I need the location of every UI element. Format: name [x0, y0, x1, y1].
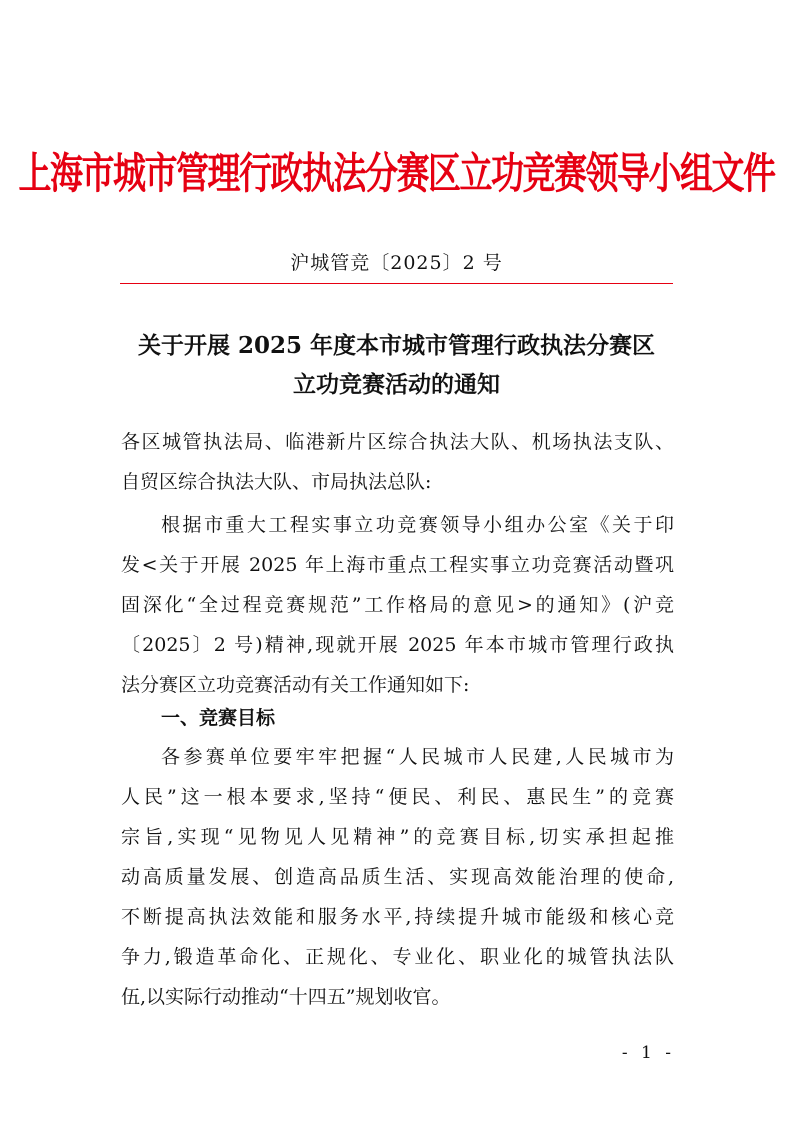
intro-line-4: 〔2025〕2 号)精神,现就开展 2025 年本市城市管理行政执 — [121, 634, 674, 656]
section1-line-3: 宗旨,实现“见物见人见精神”的竞赛目标,切实承担起推 — [121, 826, 674, 848]
addressee-line-1: 各区城管执法局、临港新片区综合执法大队、机场执法支队、 — [121, 431, 674, 453]
section1-line-6: 争力,锻造革命化、正规化、专业化、职业化的城管执法队 — [121, 946, 674, 968]
masthead-title: 上海市城市管理行政执法分赛区立功竞赛领导小组文件 — [18, 147, 775, 199]
notice-title-line-1: 关于开展 2025 年度本市城市管理行政执法分赛区 — [137, 332, 656, 359]
section1-line-2: 人民”这一根本要求,坚持“便民、利民、惠民生”的竞赛 — [121, 786, 674, 808]
document-number: 沪城管竞〔2025〕2 号 — [290, 252, 503, 274]
section-heading-goals: 一、竞赛目标 — [161, 707, 276, 729]
intro-line-3: 固深化“全过程竞赛规范”工作格局的意见>的通知》(沪竞 — [121, 594, 674, 616]
intro-line-1: 根据市重大工程实事立功竞赛领导小组办公室《关于印 — [161, 514, 674, 536]
section1-line-7: 伍,以实际行动推动“十四五”规划收官。 — [121, 986, 451, 1008]
section1-line-1: 各参赛单位要牢牢把握“人民城市人民建,人民城市为 — [161, 746, 674, 768]
page-number: - 1 - — [621, 1043, 675, 1063]
intro-line-2: 发<关于开展 2025 年上海市重点工程实事立功竞赛活动暨巩 — [121, 554, 674, 576]
notice-title-line-2: 立功竞赛活动的通知 — [293, 371, 500, 398]
red-separator-line — [120, 283, 673, 284]
section1-line-5: 不断提高执法效能和服务水平,持续提升城市能级和核心竞 — [121, 906, 674, 928]
intro-line-5: 法分赛区立功竞赛活动有关工作通知如下: — [121, 674, 470, 696]
addressee-line-2: 自贸区综合执法大队、市局执法总队: — [121, 471, 432, 493]
section1-line-4: 动高质量发展、创造高品质生活、实现高效能治理的使命, — [121, 866, 674, 888]
